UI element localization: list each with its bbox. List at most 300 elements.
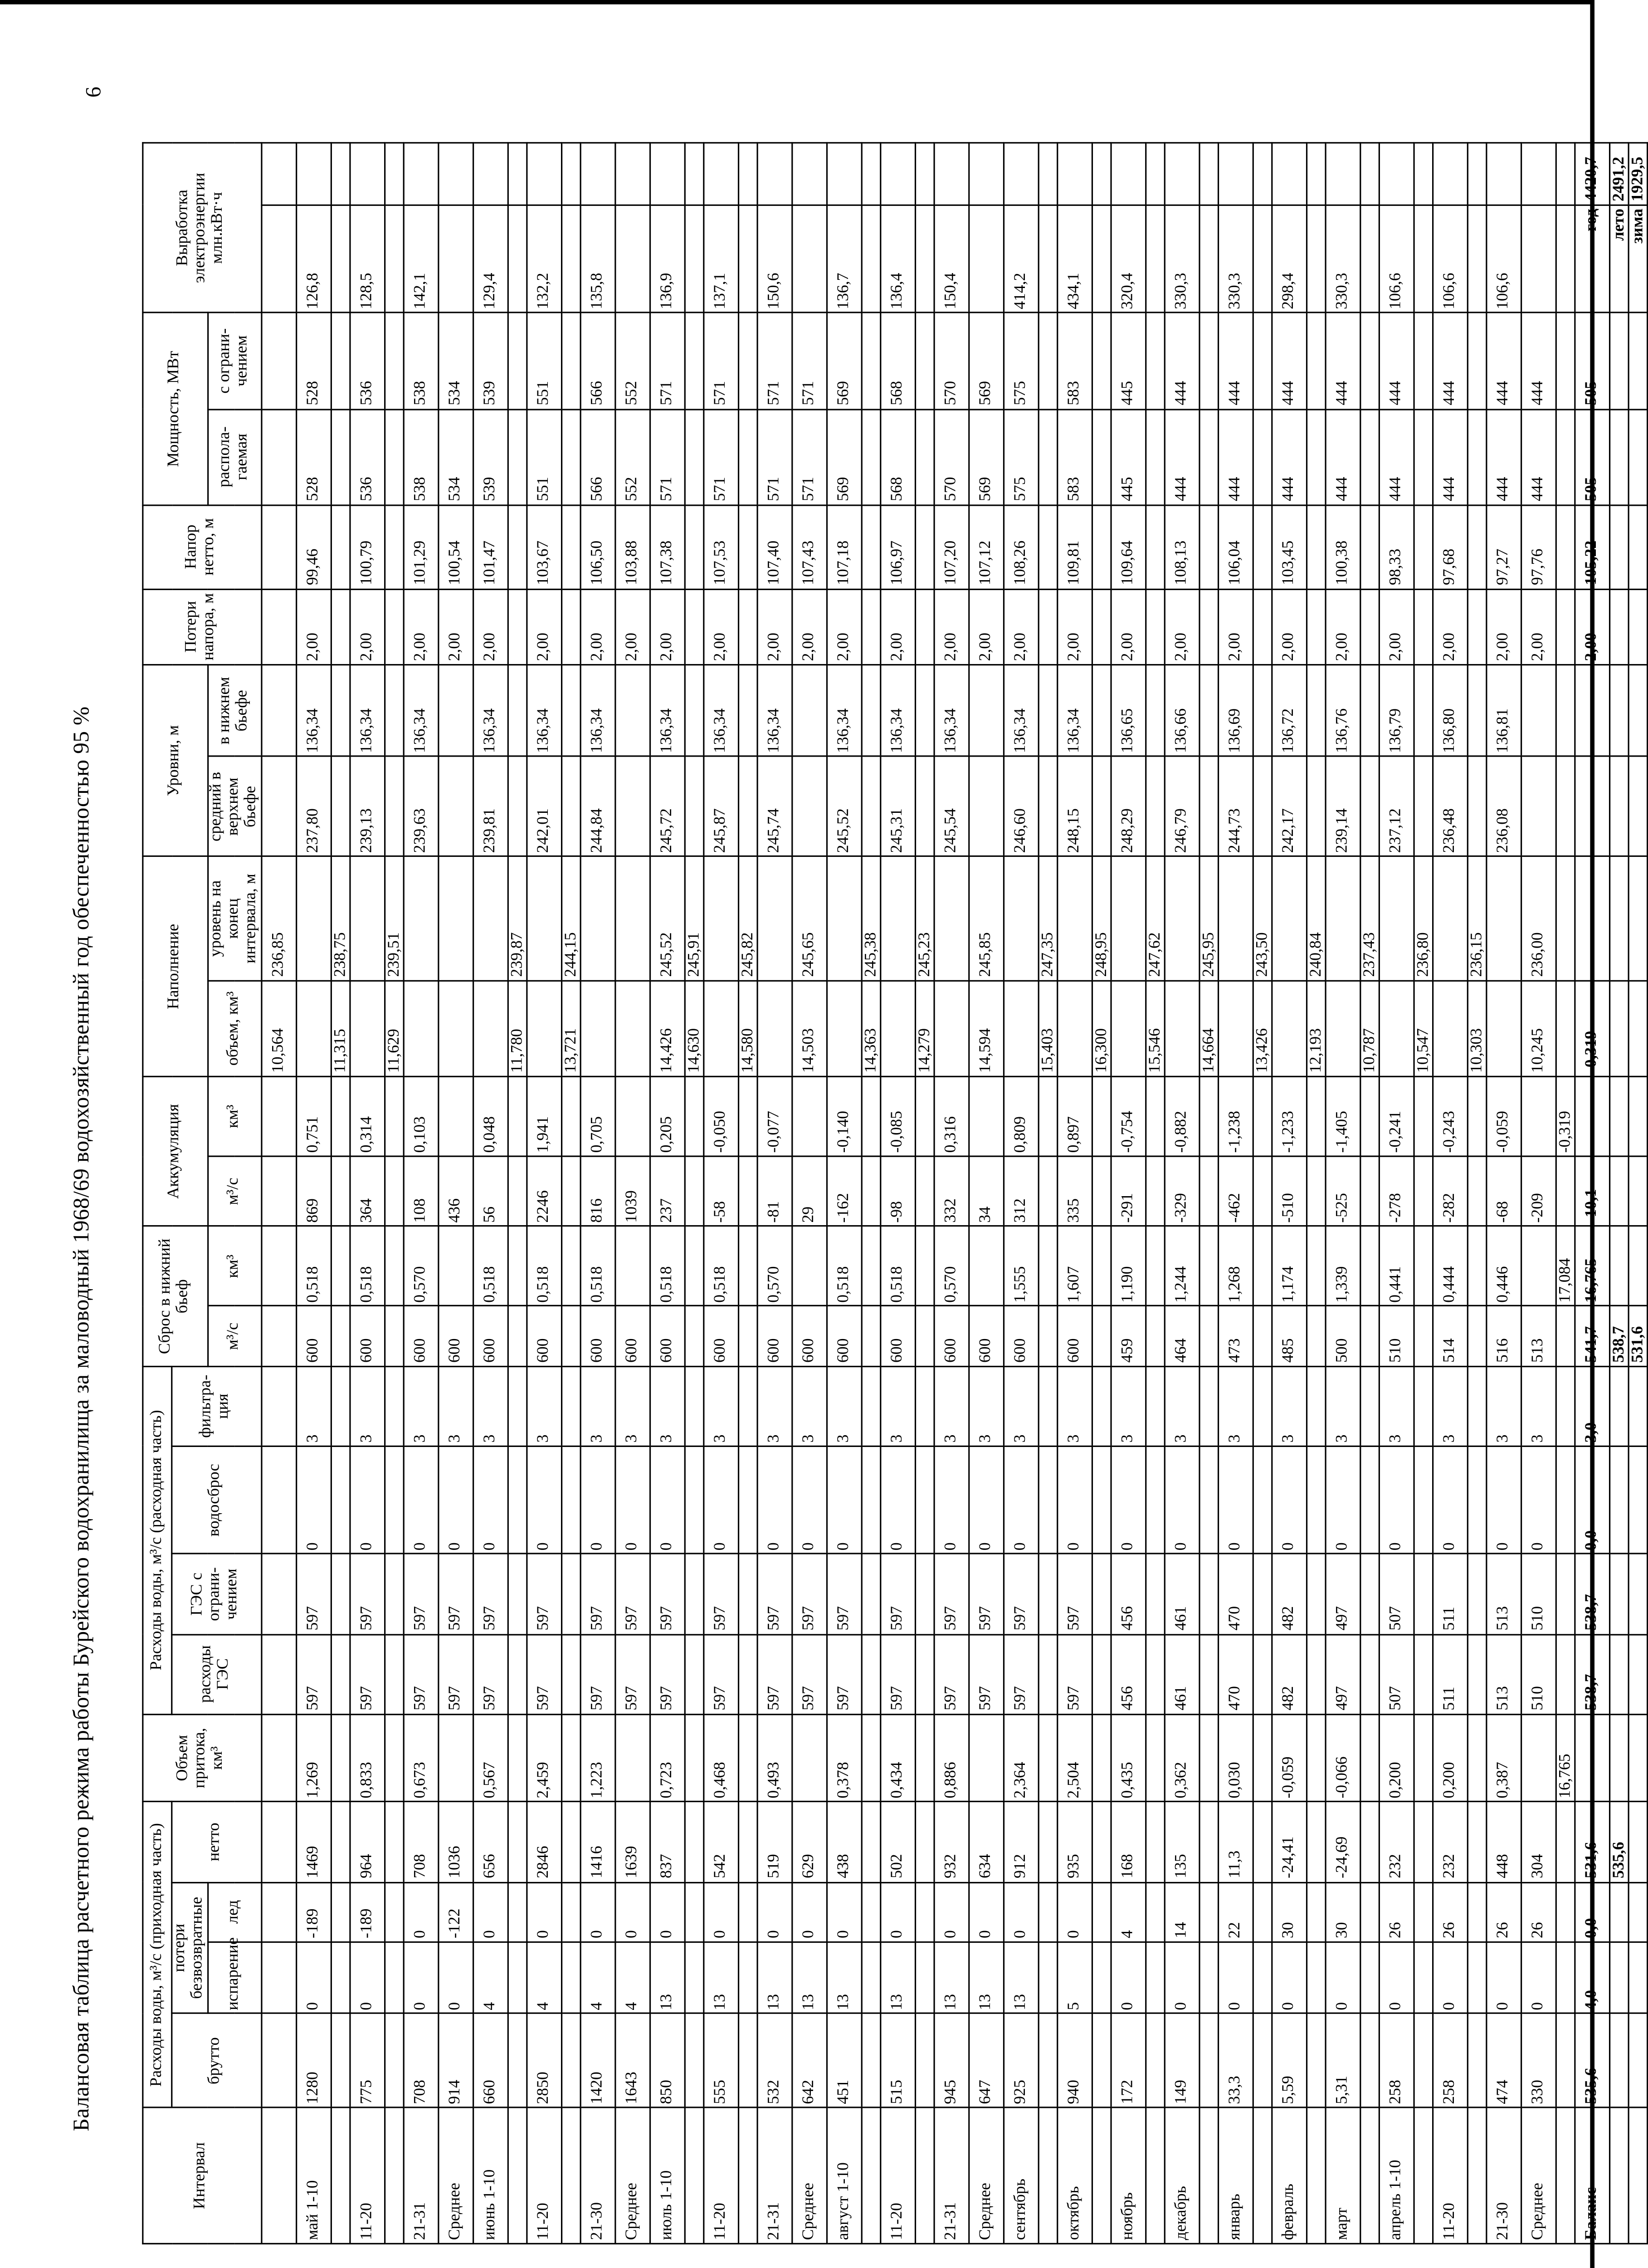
cell-brutto [685,2014,704,2108]
cell-hpp-flow: 597 [1057,1634,1092,1714]
cell-filtration: 3,0 [1575,1366,1609,1446]
cell-inflow-volume [1468,1714,1487,1802]
cell-interval: 21-31 [934,2108,969,2244]
cell-interval: октябрь [1057,2108,1092,2244]
cell-ice [331,1882,350,1942]
cell-spillway: 0 [1057,1446,1092,1554]
cell-interval: 11-20 [1433,2108,1468,2244]
cell-available: 444 [1165,409,1199,505]
cell-inflow-volume [261,1714,296,1802]
cell-discharge-m3s: 514 [1433,1306,1468,1366]
cell-spillway: 0 [880,1446,915,1554]
cell-energy-value [1556,143,1575,205]
cell-accum-m3s: 816 [580,1156,615,1226]
cell-filtration [1360,1366,1379,1446]
cell-filtration [1092,1366,1111,1446]
table-row [792,143,827,2244]
cell-brutto: 940 [1057,2014,1092,2108]
cell-lower [1307,665,1326,757]
cell-accum-m3s [385,1156,404,1226]
cell-hpp-flow: 597 [580,1634,615,1714]
cell-accum-km3 [261,1076,296,1156]
cell-discharge-km3: 0,518 [703,1227,738,1306]
table-row [1628,143,1648,2244]
cell-spillway [1307,1446,1326,1554]
cell-evaporation: 0 [1521,1942,1556,2014]
cell-available [561,409,580,505]
cell-available: 444 [1326,409,1360,505]
cell-discharge-km3 [261,1227,296,1306]
cell-spillway [508,1446,527,1554]
cell-accum-m3s: -291 [1111,1156,1146,1226]
cell-discharge-km3 [1628,1227,1648,1306]
cell-netto: 448 [1486,1802,1521,1882]
cell-ice: 0 [1004,1882,1039,1942]
cell-ice [1468,1882,1487,1942]
cell-evaporation [1039,1942,1058,2014]
cell-hpp-limited: 513 [1486,1554,1521,1634]
cell-hpp-limited [1199,1554,1218,1634]
table-row [1521,143,1556,2244]
cell-accum-m3s [1253,1156,1272,1226]
cell-spillway [1628,1446,1648,1554]
cell-discharge-km3 [1146,1227,1165,1306]
cell-spillway: 0 [438,1446,473,1554]
cell-accum-km3: -0,085 [880,1076,915,1156]
cell-hpp-flow: 482 [1272,1634,1307,1714]
cell-evaporation: 5 [1057,1942,1092,2014]
cell-ice [1609,1882,1628,1942]
cell-lower [1556,665,1575,757]
cell-net-head [1360,505,1379,589]
cell-hpp-limited: 597 [827,1554,862,1634]
cell-discharge-km3: 0,570 [404,1227,439,1306]
cell-net-head [1414,505,1433,589]
cell-brutto: 647 [969,2014,1004,2108]
cell-evaporation [1146,1942,1165,2014]
cell-brutto: 775 [350,2014,385,2108]
cell-available: 571 [650,409,685,505]
cell-volume: 13,721 [561,981,580,1077]
cell-lower: 136,34 [650,665,685,757]
cell-ice [508,1882,527,1942]
cell-spillway: 0 [1521,1446,1556,1554]
cell-head-loss: 2,00 [473,589,508,665]
cell-hpp-limited: 597 [350,1554,385,1634]
cell-accum-km3: -0,050 [703,1076,738,1156]
cell-available: 444 [1433,409,1468,505]
cell-evaporation [1556,1942,1575,2014]
cell-hpp-flow: 597 [703,1634,738,1714]
cell-mean-upper [331,757,350,856]
cell-inflow-volume: 0,435 [1111,1714,1146,1802]
cell-energy-value [331,143,350,205]
cell-filtration: 3 [1165,1366,1199,1446]
cell-netto [1360,1802,1379,1882]
cell-limited [508,313,527,409]
cell-discharge-m3s: 600 [296,1306,331,1366]
cell-mean-upper [1575,757,1609,856]
cell-lower [738,665,757,757]
cell-ice: 0 [792,1882,827,1942]
cell-discharge-km3: 0,518 [650,1227,685,1306]
cell-limited [1146,313,1165,409]
cell-hpp-flow: 597 [615,1634,650,1714]
cell-limited [1307,313,1326,409]
cell-energy-label [1253,205,1272,313]
cell-inflow-volume [438,1714,473,1802]
cell-head-loss [561,589,580,665]
table-row [1486,143,1521,2244]
cell-discharge-km3 [561,1227,580,1306]
cell-volume: -0,319 [1575,981,1609,1077]
cell-evaporation [1609,1942,1628,2014]
cell-hpp-flow: 538,7 [1575,1634,1609,1714]
cell-netto [1556,1802,1575,1882]
cell-evaporation: 13 [969,1942,1004,2014]
cell-spillway [261,1446,296,1554]
cell-volume [1004,981,1039,1077]
cell-discharge-m3s: 473 [1218,1306,1253,1366]
cell-accum-m3s: 237 [650,1156,685,1226]
cell-inflow-volume: 1,223 [580,1714,615,1802]
cell-mean-upper: 239,14 [1326,757,1360,856]
cell-energy-value [827,143,862,205]
cell-accum-m3s [1199,1156,1218,1226]
cell-mean-upper: 239,81 [473,757,508,856]
cell-evaporation [1628,1942,1648,2014]
cell-available [1039,409,1058,505]
cell-discharge-km3: 1,555 [1004,1227,1039,1306]
cell-filtration [1414,1366,1433,1446]
cell-evaporation [261,1942,296,2014]
cell-discharge-km3 [508,1227,527,1306]
cell-energy-label [438,205,473,313]
cell-level-end [1433,856,1468,980]
cell-available: 444 [1272,409,1307,505]
cell-volume: 14,363 [862,981,881,1077]
cell-level-end [1326,856,1360,980]
cell-energy-value [934,143,969,205]
cell-net-head: 109,64 [1111,505,1146,589]
cell-available: 534 [438,409,473,505]
cell-hpp-limited [1307,1554,1326,1634]
cell-lower: 136,34 [880,665,915,757]
cell-discharge-m3s [1146,1306,1165,1366]
cell-ice: -189 [296,1882,331,1942]
cell-volume [1057,981,1092,1077]
cell-head-loss: 2,00 [934,589,969,665]
cell-discharge-m3s: 600 [792,1306,827,1366]
cell-discharge-m3s: 513 [1521,1306,1556,1366]
cell-net-head [508,505,527,589]
cell-head-loss: 2,00 [1165,589,1199,665]
cell-spillway: 0 [615,1446,650,1554]
cell-discharge-m3s: 600 [934,1306,969,1366]
cell-spillway: 0 [757,1446,792,1554]
cell-hpp-limited [915,1554,934,1634]
cell-hpp-limited: 482 [1272,1554,1307,1634]
cell-filtration: 3 [1111,1366,1146,1446]
cell-inflow-volume: 0,434 [880,1714,915,1802]
cell-volume [1111,981,1146,1077]
cell-inflow-volume [862,1714,881,1802]
table-row [1575,143,1609,2244]
cell-energy-label: 150,6 [757,205,792,313]
cell-interval [508,2108,527,2244]
cell-accum-m3s [508,1156,527,1226]
cell-accum-m3s [862,1156,881,1226]
cell-netto [915,1802,934,1882]
cell-ice: 0 [615,1882,650,1942]
cell-accum-m3s: 1039 [615,1156,650,1226]
cell-spillway: 0 [296,1446,331,1554]
cell-accum-km3: -0,882 [1165,1076,1199,1156]
cell-lower [862,665,881,757]
cell-accum-m3s: -58 [703,1156,738,1226]
cell-discharge-km3 [915,1227,934,1306]
cell-energy-value [404,143,439,205]
cell-available: 444 [1521,409,1556,505]
cell-ice [862,1882,881,1942]
cell-lower: 136,34 [473,665,508,757]
cell-mean-upper: 239,13 [350,757,385,856]
cell-level-end: 245,95 [1199,856,1218,980]
cell-spillway [385,1446,404,1554]
cell-accum-km3 [1609,1076,1628,1156]
cell-netto [385,1802,404,1882]
cell-netto: 656 [473,1802,508,1882]
cell-net-head: 107,18 [827,505,862,589]
cell-accum-km3: 0,048 [473,1076,508,1156]
cell-volume: 15,403 [1039,981,1058,1077]
cell-lower [1199,665,1218,757]
cell-lower [685,665,704,757]
cell-interval [1556,2108,1575,2244]
cell-level-end [1609,856,1628,980]
cell-lower: 136,34 [350,665,385,757]
cell-net-head [385,505,404,589]
cell-inflow-volume [969,1714,1004,1802]
table-row [1092,143,1111,2244]
cell-volume: 10,245 [1521,981,1556,1077]
cell-mean-upper: 237,80 [296,757,331,856]
cell-level-end [1218,856,1253,980]
table-row [969,143,1004,2244]
cell-lower [561,665,580,757]
cell-level-end [1272,856,1307,980]
cell-filtration: 3 [615,1366,650,1446]
cell-spillway: 0 [1486,1446,1521,1554]
cell-energy-value [862,143,881,205]
cell-filtration: 3 [1521,1366,1556,1446]
cell-available [261,409,296,505]
cell-brutto: 535,6 [1575,2014,1609,2108]
cell-lower [1468,665,1487,757]
th-brutto: брутто [172,2014,262,2108]
cell-discharge-m3s: 516 [1486,1306,1521,1366]
cell-interval [862,2108,881,2244]
cell-interval: август 1-10 [827,2108,862,2244]
cell-head-loss: 2,00 [1272,589,1307,665]
cell-energy-label [1521,205,1556,313]
table-row [1307,143,1326,2244]
cell-accum-km3: -0,754 [1111,1076,1146,1156]
cell-accum-m3s: -98 [880,1156,915,1226]
cell-mean-upper: 245,31 [880,757,915,856]
cell-hpp-limited [1628,1554,1648,1634]
cell-hpp-limited: 456 [1111,1554,1146,1634]
cell-accum-km3 [1521,1076,1556,1156]
th-filling-group: Наполнение [143,856,208,1076]
cell-filtration: 3 [880,1366,915,1446]
cell-ice: -189 [350,1882,385,1942]
cell-hpp-flow: 597 [527,1634,561,1714]
cell-accum-m3s [738,1156,757,1226]
cell-ice [385,1882,404,1942]
cell-discharge-km3 [1092,1227,1111,1306]
cell-discharge-km3 [438,1227,473,1306]
cell-level-end [1379,856,1414,980]
cell-filtration: 3 [757,1366,792,1446]
cell-mean-upper: 248,29 [1111,757,1146,856]
cell-ice: 4 [1111,1882,1146,1942]
cell-interval: Среднее [969,2108,1004,2244]
cell-mean-upper [1414,757,1433,856]
cell-energy-label: 150,4 [934,205,969,313]
cell-discharge-m3s: 531,6 [1628,1306,1648,1366]
cell-netto: 629 [792,1802,827,1882]
cell-discharge-km3 [738,1227,757,1306]
cell-limited [1468,313,1487,409]
cell-accum-km3 [1092,1076,1111,1156]
cell-net-head: 103,88 [615,505,650,589]
th-level-end: уровень на конец интервала, м [208,856,261,980]
cell-filtration [862,1366,881,1446]
cell-energy-value [703,143,738,205]
cell-brutto: 660 [473,2014,508,2108]
cell-discharge-m3s [1556,1306,1575,1366]
cell-filtration: 3 [350,1366,385,1446]
th-filtration: фильтра-ция [172,1366,262,1446]
cell-energy-value [508,143,527,205]
cell-inflow-volume [385,1714,404,1802]
cell-netto [738,1802,757,1882]
cell-ice: 0 [1057,1882,1092,1942]
cell-brutto [508,2014,527,2108]
cell-ice: 26 [1521,1882,1556,1942]
cell-discharge-m3s: 600 [404,1306,439,1366]
table-row [1253,143,1272,2244]
cell-accum-m3s [1092,1156,1111,1226]
cell-net-head [1628,505,1648,589]
cell-inflow-volume [915,1714,934,1802]
cell-evaporation: 0 [1218,1942,1253,2014]
cell-inflow-volume [1521,1714,1556,1802]
cell-hpp-limited: 597 [934,1554,969,1634]
cell-limited [331,313,350,409]
cell-hpp-flow: 597 [404,1634,439,1714]
cell-accum-km3 [1146,1076,1165,1156]
cell-hpp-limited [1468,1554,1487,1634]
cell-filtration [915,1366,934,1446]
cell-limited: 445 [1111,313,1146,409]
cell-accum-km3: 0,314 [350,1076,385,1156]
cell-level-end: 248,95 [1092,856,1111,980]
cell-filtration: 3 [650,1366,685,1446]
cell-available: 539 [473,409,508,505]
cell-limited: 569 [827,313,862,409]
cell-energy-value [1146,143,1165,205]
table-row [615,143,650,2244]
cell-accum-m3s: 29 [792,1156,827,1226]
cell-hpp-limited: 597 [792,1554,827,1634]
cell-available: 571 [792,409,827,505]
cell-brutto: 555 [703,2014,738,2108]
cell-hpp-flow: 597 [880,1634,915,1714]
cell-energy-value [527,143,561,205]
cell-netto: 932 [934,1802,969,1882]
cell-hpp-limited [738,1554,757,1634]
table-row [1199,143,1218,2244]
cell-volume [1326,981,1360,1077]
cell-level-end [580,856,615,980]
cell-hpp-flow: 597 [296,1634,331,1714]
cell-limited [1039,313,1058,409]
cell-head-loss [1414,589,1433,665]
cell-hpp-limited [1253,1554,1272,1634]
cell-lower [1575,665,1609,757]
cell-ice: 0 [969,1882,1004,1942]
cell-energy-value [1468,143,1487,205]
cell-ice [1307,1882,1326,1942]
cell-available: 571 [757,409,792,505]
cell-discharge-km3: 0,570 [757,1227,792,1306]
cell-inflow-volume [615,1714,650,1802]
cell-interval: февраль [1272,2108,1307,2244]
cell-net-head: 107,38 [650,505,685,589]
cell-energy-value [1092,143,1111,205]
cell-filtration: 3 [527,1366,561,1446]
cell-spillway: 0 [350,1446,385,1554]
cell-limited: 444 [1218,313,1253,409]
cell-volume: 14,426 [650,981,685,1077]
cell-net-head: 100,54 [438,505,473,589]
cell-lower: 136,34 [580,665,615,757]
cell-accum-m3s [1556,1156,1575,1226]
cell-filtration: 3 [1218,1366,1253,1446]
table-row [561,143,580,2244]
cell-netto [508,1802,527,1882]
cell-net-head: 106,50 [580,505,615,589]
cell-limited [1414,313,1433,409]
cell-mean-upper [385,757,404,856]
table-row [703,143,738,2244]
table-row [508,143,527,2244]
cell-filtration: 3 [404,1366,439,1446]
cell-hpp-flow [1360,1634,1379,1714]
cell-energy-label: зима [1628,205,1648,313]
cell-limited: 551 [527,313,561,409]
cell-ice [261,1882,296,1942]
cell-hpp-limited: 597 [1057,1554,1092,1634]
cell-interval [261,2108,296,2244]
cell-volume: 14,580 [738,981,757,1077]
cell-hpp-flow [862,1634,881,1714]
cell-spillway: 0 [1326,1446,1360,1554]
cell-limited [1609,313,1628,409]
cell-interval: 11-20 [527,2108,561,2244]
